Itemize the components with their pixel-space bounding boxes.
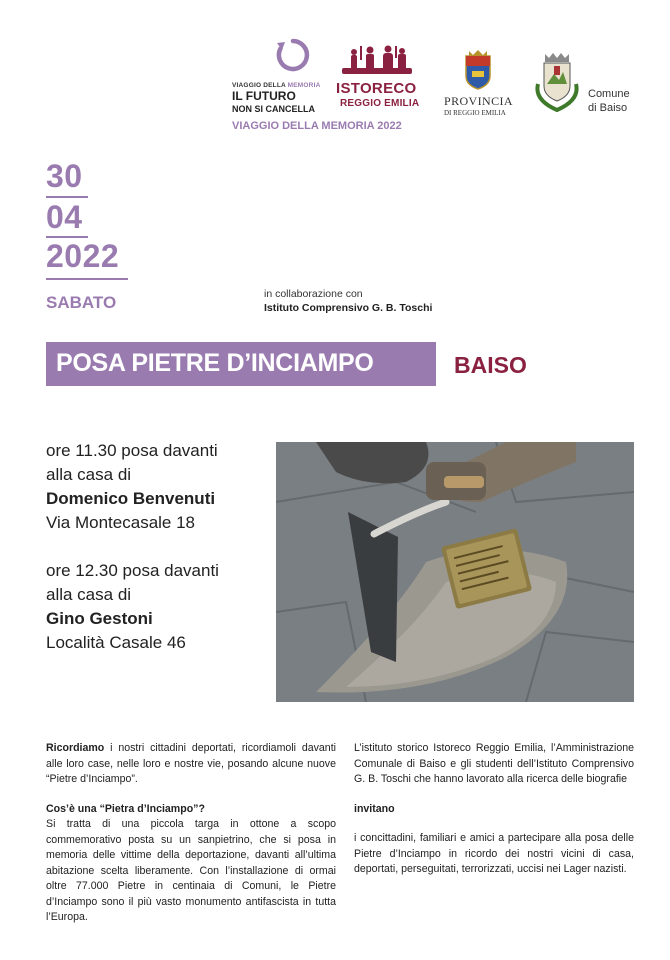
invitation-paragraph: i concittadini, familiari e amici a partecipare alla posa delle Pietre d’Inciampo in ricordo dei nostri vicini di casa, deportati, perseguitati, terrorizzati, uccisi nei Lager nazisti. <box>354 832 634 875</box>
stone-laying-illustration <box>276 442 634 702</box>
intro-paragraph <box>46 741 336 788</box>
futuro-title: IL FUTURO <box>232 89 296 103</box>
partisans-silhouette-icon <box>340 44 414 80</box>
intro-text: i nostri cittadini deportati, ricordiamoli davanti alle loro case, nelle loro e nostre vie, posando alcune nuove “Pietre d’Inciampo”. <box>46 742 336 785</box>
stolperstein-photo <box>276 442 634 702</box>
schedule-address: Località Casale 46 <box>46 633 186 652</box>
date-weekday: SABATO <box>46 293 117 312</box>
question-answer: Si tratta di una piccola targa in ottone a scopo commemorativo posta su un sanpietrino, che si posa in memoria delle vittime della deportazione, davanti all’ultima abitazione scelta liberamente. Con l’installazione di ormai oltre 77.000 Pietre in centinaia di Comuni, le Pietre d’Inciampo sono il più vasto monumento antifascista in tutta l’Europa. <box>46 818 336 923</box>
provincia-title: PROVINCIA <box>444 94 513 108</box>
schedule-item <box>46 439 271 535</box>
date-day: 30 <box>46 158 83 194</box>
event-title: POSA PIETRE D’INCIAMPO <box>56 349 374 377</box>
date-divider <box>46 278 128 280</box>
collaboration-intro: in collaborazione con <box>264 288 363 300</box>
provincia-crest-icon <box>463 50 493 90</box>
schedule-house: alla casa di <box>46 585 132 604</box>
comune-baiso-logo <box>532 50 642 120</box>
futuro-subtitle: NON SI CANCELLA <box>232 104 315 114</box>
schedule-time: ore 11.30 posa davanti <box>46 441 218 460</box>
circular-arrow-icon <box>276 38 310 72</box>
baiso-crest-icon <box>532 50 582 112</box>
viaggio-memoria-label: VIAGGIO DELLA MEMORIA 2022 <box>232 120 402 132</box>
provincia-subtitle: DI REGGIO EMILIA <box>444 109 506 117</box>
question-heading: Cos’è una “Pietra d’Inciampo”? <box>46 802 205 815</box>
istoreco-title: ISTORECO <box>336 80 417 97</box>
date-month: 04 <box>46 199 83 235</box>
event-place: BAISO <box>454 352 527 378</box>
istoreco-logo <box>336 44 418 116</box>
date-divider <box>46 196 88 198</box>
schedule-person: Domenico Benvenuti <box>46 489 216 508</box>
organizers-paragraph: L’istituto storico Istoreco Reggio Emilia, l’Amministrazione Comunale di Baiso e gli studenti dell’Istituto Comprensivo G. B. Toschi che hanno lavorato alla ricerca delle biografie <box>354 742 634 785</box>
body-right-column <box>354 741 634 892</box>
intro-emphasis: Ricordiamo <box>46 742 105 754</box>
body-left-column <box>46 741 336 940</box>
baiso-label: di Baiso <box>588 102 628 114</box>
schedule-time: ore 12.30 posa davanti <box>46 561 219 580</box>
schedule-house: alla casa di <box>46 465 132 484</box>
invitano-heading: invitano <box>354 802 395 815</box>
comune-label: Comune <box>588 88 630 100</box>
futuro-logo <box>232 38 321 120</box>
schedule-item <box>46 559 271 655</box>
date-year: 2022 <box>46 238 120 274</box>
provincia-logo <box>444 50 514 120</box>
istoreco-subtitle: REGGIO EMILIA <box>340 98 420 109</box>
schedule-person: Gino Gestoni <box>46 609 153 628</box>
schedule-address: Via Montecasale 18 <box>46 513 196 532</box>
collaboration-partner: Istituto Comprensivo G. B. Toschi <box>264 302 433 314</box>
futuro-small-label: VIAGGIO DELLA MEMORIA <box>232 82 321 89</box>
